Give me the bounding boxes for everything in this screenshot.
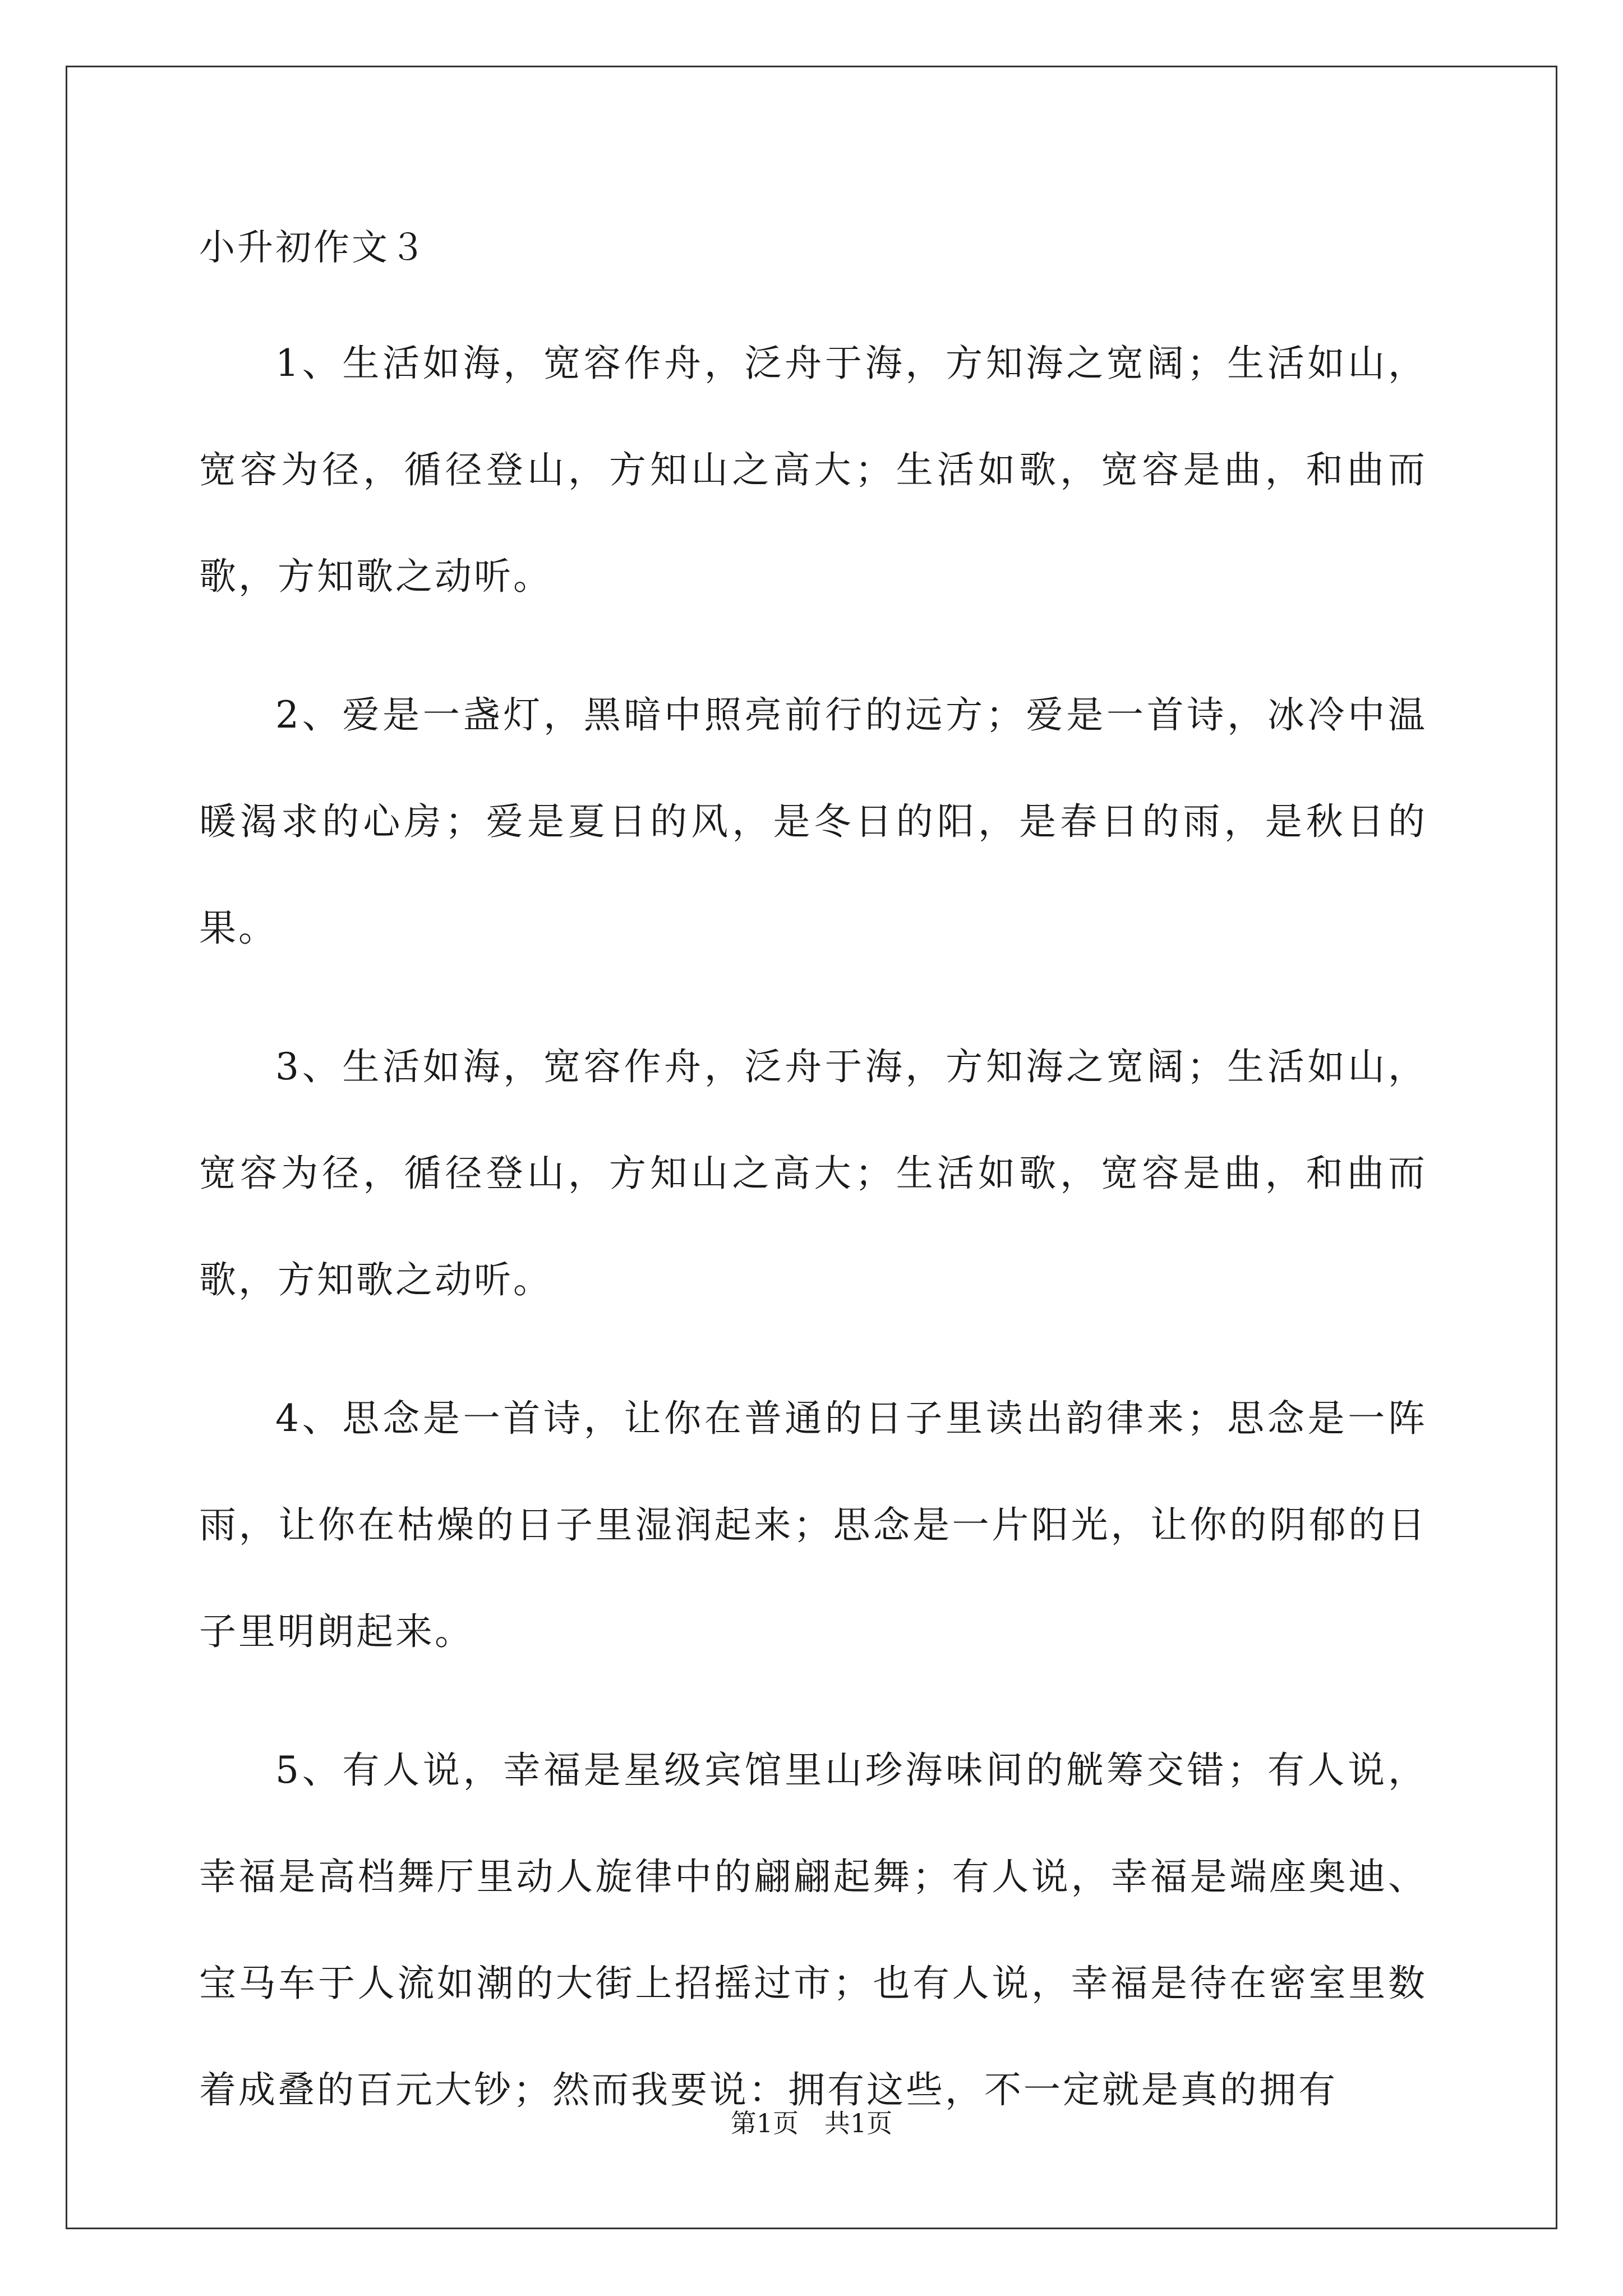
paragraph-5: 5、有人说，幸福是星级宾馆里山珍海味间的觥筹交错；有人说，幸福是高档舞厅里动人旋律中的翩翩起舞；有人说，幸福是端座奥迪、宝马车于人流如潮的大街上招摇过市；也有人说，幸福是待在密室里数着成叠的百元大钞；然而我要说：拥有这些，不一定就是真的拥有 <box>199 1749 1427 2111</box>
paragraph-3: 3、生活如海，宽容作舟，泛舟于海，方知海之宽阔；生活如山，宽容为径，循径登山，方知山之高大；生活如歌，宽容是曲，和曲而歌，方知歌之动听。 <box>199 1045 1427 1301</box>
page-number-footer: 第1页 共1页 <box>730 2108 893 2138</box>
paragraph-1: 1、生活如海，宽容作舟，泛舟于海，方知海之宽阔；生活如山，宽容为径，循径登山，方知山之高大；生活如歌，宽容是曲，和曲而歌，方知歌之动听。 <box>199 342 1427 598</box>
paragraph-2: 2、爱是一盏灯，黑暗中照亮前行的远方；爱是一首诗，冰冷中温暖渴求的心房；爱是夏日的风，是冬日的阳，是春日的雨，是秋日的果。 <box>199 693 1427 950</box>
document-body <box>199 212 1427 2143</box>
document-title: 小升初作文３ <box>199 227 428 269</box>
paragraph-4: 4、思念是一首诗，让你在普通的日子里读出韵律来；思念是一阵雨，让你在枯燥的日子里湿润起来；思念是一片阳光，让你的阴郁的日子里明朗起来。 <box>199 1397 1427 1653</box>
